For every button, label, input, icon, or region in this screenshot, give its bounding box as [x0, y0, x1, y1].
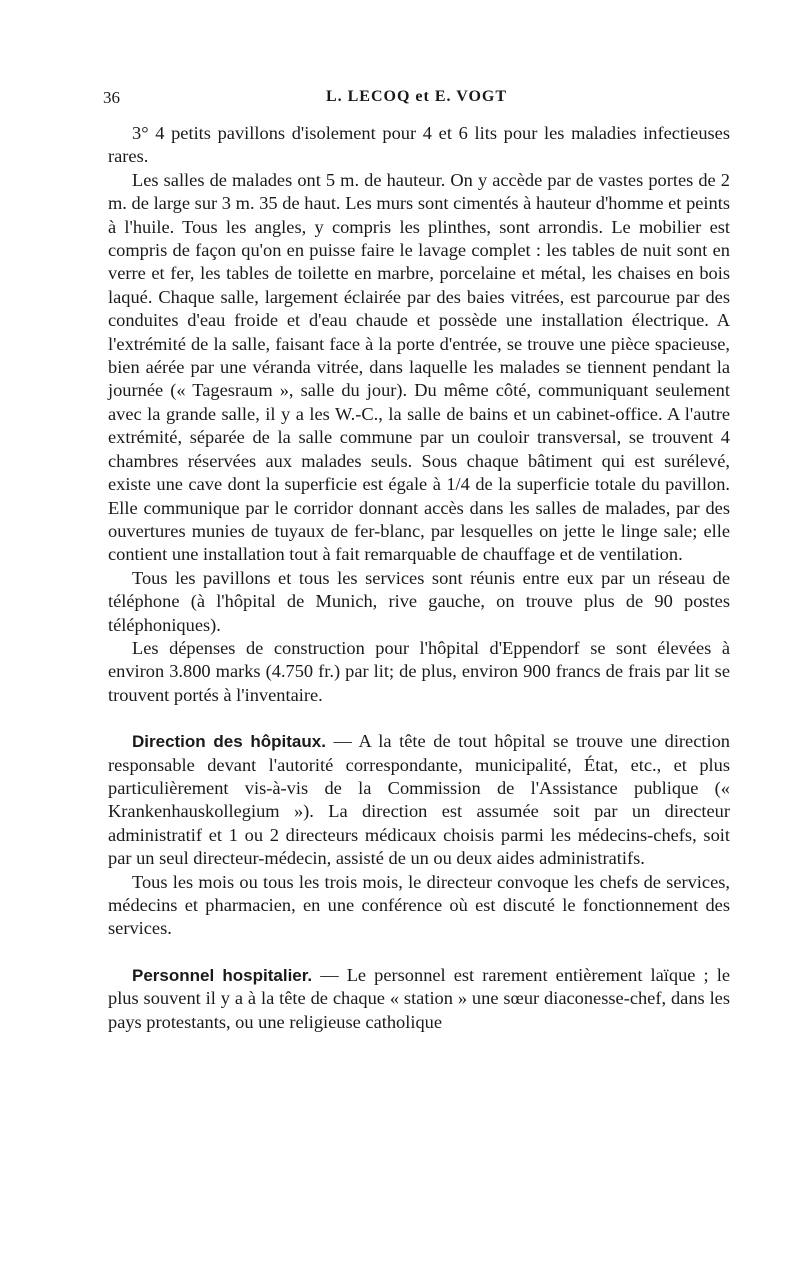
running-head — [103, 88, 730, 112]
section-direction — [108, 730, 730, 870]
paragraph-direction-meetings: Tous les mois ou tous les trois mois, le directeur convoque les chefs de services, médecins et pharmacien, en une conférence où est discuté le fonctionnement des services. — [108, 871, 730, 939]
page-number: 36 — [103, 88, 120, 107]
section-personnel-text: — Le personnel est rarement entièrement laïque ; le plus souvent il y a à la tête de chaque « station » une sœur diaconesse-chef, dans les pays protestants, ou une religieuse catholique — [108, 964, 730, 1032]
section-personnel — [108, 964, 730, 1034]
paragraph-telephone: Tous les pavillons et tous les services sont réunis entre eux par un réseau de téléphone (à l'hôpital de Munich, rive gauche, on trouve plus de 90 postes téléphoniques). — [108, 567, 730, 635]
running-title: L. LECOQ et E. VOGT — [325, 88, 508, 105]
section-heading-direction: Direction des hôpitaux. — [132, 732, 326, 752]
paragraph-ward-description: Les salles de malades ont 5 m. de hauteur. On y accède par de vastes portes de 2 m. de large sur 3 m. 35 de haut. Les murs sont cimentés à hauteur d'homme et peints à l'huile. Tous les angles, y compris les plinthes, sont arrondis. Le mobilier est compris de façon qu'on en puisse faire le lavage complet : les tables de nuit sont en verre et fer, les tables de toilette en marbre, porcelaine et métal, les chaises en bois laqué. Chaque salle, largement éclairée par des baies vitrées, est parcourue par des conduites d'eau froide et d'eau chaude et possède une installation électrique. A l'extrémité de la salle, faisant face à la porte d'entrée, se trouve une pièce spacieuse, bien aérée par une véranda vitrée, dans laquelle les malades se tiennent pendant la journée (« Tagesraum », salle du jour). Du même côté, communiquant seulement avec la grande salle, il y a les W.-C., la salle de bains et un cabinet-office. A l'autre extrémité, séparée de la salle commune par un couloir transversal, se trouvent 4 chambres réservées aux malades seuls. Sous chaque bâtiment qui est surélevé, existe une cave dont la superficie est égale à 1/4 de la superficie totale du pavillon. Elle communique par le corridor donnant accès dans les salles de malades, par des ouvertures munies de tuyaux de fer-blanc, par lesquelles on jette le linge sale; elle contient une installation tout à fait remarquable de chauffage et de ventilation. — [108, 169, 730, 565]
body-text — [108, 122, 730, 1034]
paragraph-costs: Les dépenses de construction pour l'hôpital d'Eppendorf se sont élevées à environ 3.800 marks (4.750 fr.) par lit; de plus, environ 900 francs de frais par lit se trouvent portés à l'inventaire. — [108, 637, 730, 705]
section-direction-text: — A la tête de tout hôpital se trouve une direction responsable devant l'autorité correspondante, municipalité, État, etc., et plus particulièrement vis-à-vis de la Commission de l'Assistance publique (« Krankenhauskollegium »). La direction est assumée soit par un directeur administratif et 1 ou 2 directeurs médicaux choisis parmi les médecins-chefs, soit par un seul directeur-médecin, assisté de un ou deux aides administratifs. — [108, 731, 730, 869]
section-heading-personnel: Personnel hospitalier. — [132, 965, 313, 985]
paragraph-isolation-pavilions: 3° 4 petits pavillons d'isolement pour 4 et 6 lits pour les maladies infectieuses rares. — [108, 123, 730, 167]
